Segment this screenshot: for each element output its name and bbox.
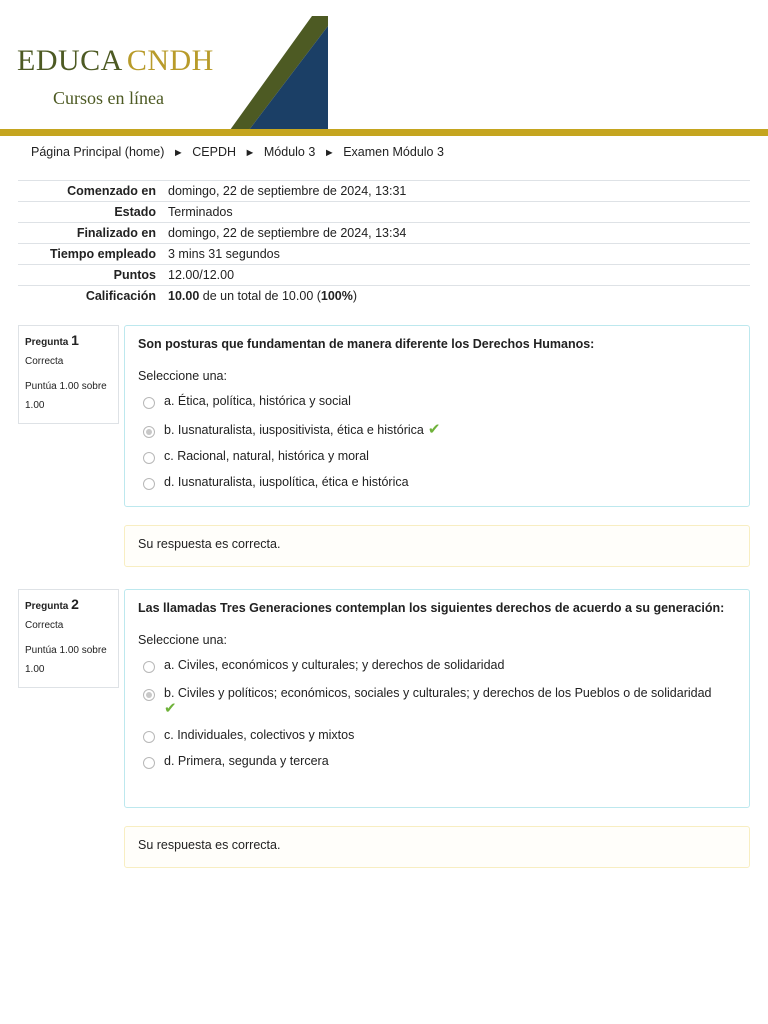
summary-label: Estado — [114, 205, 156, 219]
grade-text: de un total de 10.00 ( — [199, 289, 321, 303]
site-logo[interactable] — [17, 44, 214, 78]
question-feedback-2: Su respuesta es correcta. — [124, 826, 750, 868]
breadcrumb-separator-icon: ► — [244, 147, 256, 159]
question-text: Son posturas que fundamentan de manera diferente los Derechos Humanos: — [138, 337, 595, 351]
summary-row-started — [18, 181, 750, 202]
answer-option-label: d. Iusnaturalista, iuspolítica, ética e histórica — [164, 475, 409, 489]
question-grade: Puntúa 1.00 sobre 1.00 — [25, 645, 107, 675]
answer-option[interactable] — [138, 721, 736, 747]
breadcrumb-module[interactable]: Módulo 3 — [263, 145, 316, 159]
question-label: Pregunta — [25, 601, 69, 612]
answer-option-label: a. Civiles, económicos y culturales; y derechos de solidaridad — [164, 658, 505, 672]
summary-value — [162, 286, 750, 307]
check-icon: ✔ — [427, 421, 441, 438]
radio-button[interactable] — [143, 661, 155, 673]
question-number-value: 2 — [71, 596, 79, 612]
question-info-1 — [18, 325, 119, 424]
summary-value: domingo, 22 de septiembre de 2024, 13:34 — [168, 226, 407, 240]
logo-subtitle: Cursos en línea — [53, 88, 164, 108]
radio-button[interactable] — [143, 731, 155, 743]
answer-option-label — [164, 422, 440, 438]
radio-button[interactable] — [143, 397, 155, 409]
answer-prompt: Seleccione una: — [138, 633, 227, 647]
answer-option[interactable] — [138, 389, 736, 413]
summary-row-completed — [18, 223, 750, 244]
summary-row-time-taken — [18, 244, 750, 265]
question-content-1 — [124, 325, 750, 507]
attempt-summary-table — [18, 180, 750, 306]
logo-word-educa: EDUCA — [17, 44, 123, 77]
question-label: Pregunta — [25, 337, 69, 348]
answer-option-label: c. Racional, natural, histórica y moral — [164, 449, 369, 463]
answer-option-text: b. Iusnaturalista, iuspositivista, ética e histórica — [164, 423, 424, 437]
grade-text-end: ) — [352, 289, 358, 303]
question-info-2 — [18, 589, 119, 688]
logo-word-cndh: CNDH — [126, 44, 214, 77]
summary-label: Comenzado en — [67, 184, 156, 198]
question-state: Correcta — [25, 620, 64, 631]
answer-option[interactable] — [138, 653, 736, 677]
grade-value: 10.00 — [168, 289, 200, 303]
answer-option[interactable] — [138, 442, 736, 468]
answer-prompt: Seleccione una: — [138, 369, 227, 383]
answer-option-label: c. Individuales, colectivos y mixtos — [164, 728, 355, 742]
answer-option[interactable] — [138, 468, 736, 494]
breadcrumb-separator-icon: ► — [172, 147, 184, 159]
question-number — [25, 332, 112, 348]
summary-row-marks — [18, 265, 750, 286]
summary-value: 12.00/12.00 — [168, 268, 235, 282]
breadcrumb-course[interactable]: CEPDH — [192, 145, 237, 159]
summary-row-state — [18, 202, 750, 223]
header-divider — [0, 129, 768, 136]
breadcrumb-separator-icon: ► — [323, 147, 335, 159]
radio-button-selected[interactable] — [143, 426, 155, 438]
answer-option-text: b. Civiles y políticos; económicos, sociales y culturales; y derechos de los Pueblos o de solidaridad — [164, 686, 712, 700]
answer-option-label: a. Ética, política, histórica y social — [164, 394, 351, 408]
radio-button[interactable] — [143, 757, 155, 769]
breadcrumb-home[interactable]: Página Principal (home) — [31, 145, 165, 159]
site-header — [0, 0, 768, 138]
answer-option[interactable] — [138, 413, 736, 442]
breadcrumb — [31, 145, 444, 159]
question-text: Las llamadas Tres Generaciones contemplan los siguientes derechos de acuerdo a su generación: — [138, 601, 725, 615]
summary-label: Finalizado en — [76, 226, 156, 240]
summary-label: Tiempo empleado — [49, 247, 156, 261]
radio-button-selected[interactable] — [143, 689, 155, 701]
summary-label: Calificación — [85, 289, 156, 303]
grade-percent: 100% — [320, 289, 353, 303]
summary-value: domingo, 22 de septiembre de 2024, 13:31 — [168, 184, 407, 198]
check-icon: ✔ — [164, 700, 177, 717]
question-content-2 — [124, 589, 750, 808]
breadcrumb-exam[interactable]: Examen Módulo 3 — [343, 145, 444, 159]
summary-value: 3 mins 31 segundos — [168, 247, 280, 261]
summary-value: Terminados — [168, 205, 233, 219]
summary-label: Puntos — [113, 268, 156, 282]
radio-button[interactable] — [143, 478, 155, 490]
radio-button[interactable] — [143, 452, 155, 464]
answer-option-label — [164, 685, 712, 717]
summary-row-grade — [18, 286, 750, 307]
question-feedback-1: Su respuesta es correcta. — [124, 525, 750, 567]
logo-graphic — [228, 16, 328, 130]
answer-option[interactable] — [138, 747, 736, 773]
answer-option-label: d. Primera, segunda y tercera — [164, 754, 329, 768]
question-state: Correcta — [25, 356, 64, 367]
answer-option[interactable] — [138, 677, 736, 721]
question-number-value: 1 — [71, 332, 79, 348]
question-grade: Puntúa 1.00 sobre 1.00 — [25, 381, 107, 411]
question-number — [25, 596, 112, 612]
